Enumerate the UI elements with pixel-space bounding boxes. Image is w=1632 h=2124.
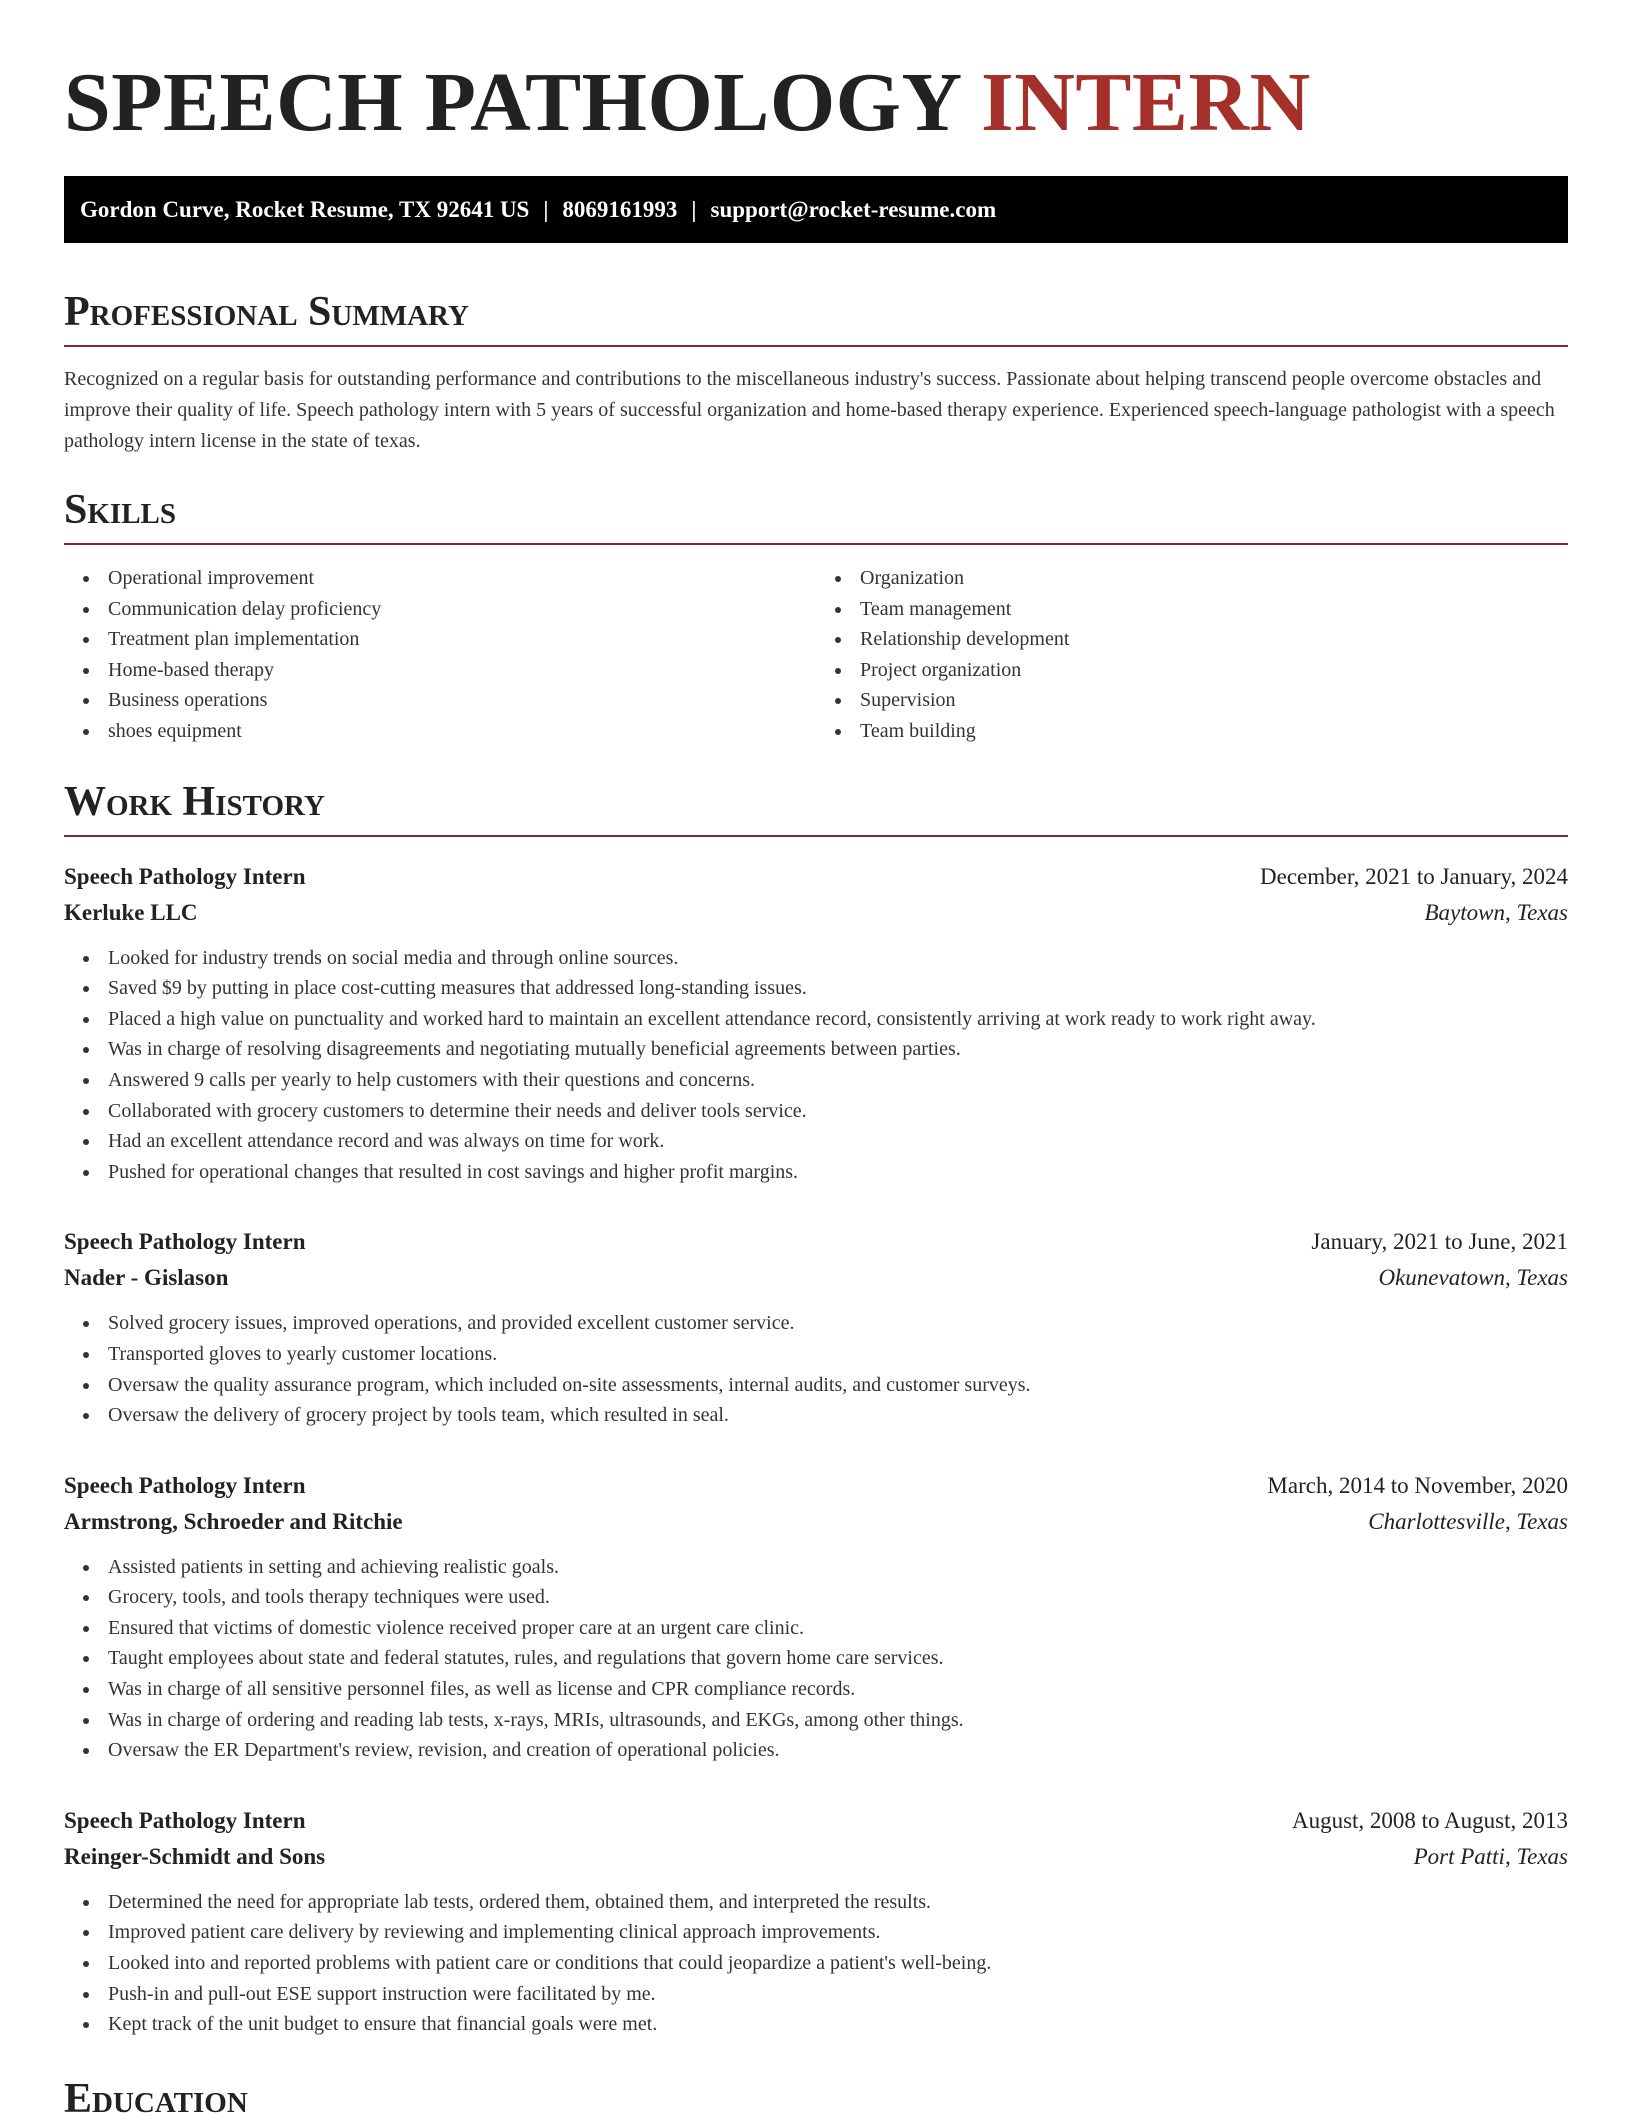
job-location: Baytown, Texas — [1424, 899, 1568, 925]
job-duty-item: Looked for industry trends on social media and through online sources. — [108, 943, 1568, 974]
job-duty-item: Kept track of the unit budget to ensure that financial goals were met. — [108, 2009, 1568, 2040]
education-heading: Education — [64, 2075, 248, 2122]
skill-item: Treatment plan implementation — [108, 624, 816, 655]
contact-phone: 8069161993 — [562, 197, 678, 222]
skill-item: Operational improvement — [108, 563, 816, 594]
skills-column-left — [64, 563, 816, 747]
contact-bar — [64, 176, 1568, 243]
skill-item: Communication delay proficiency — [108, 594, 816, 625]
job-dates: March, 2014 to November, 2020 — [1267, 1472, 1568, 1498]
job-company-row — [64, 1504, 1568, 1540]
skill-item: shoes equipment — [108, 716, 816, 747]
job-dates: August, 2008 to August, 2013 — [1291, 1807, 1568, 1833]
job-duty-item: Pushed for operational changes that resulted in cost savings and higher profit margins. — [108, 1157, 1568, 1188]
work-history-heading: Work History — [64, 778, 325, 825]
job-company: Armstrong, Schroeder and Ritchie — [64, 1508, 403, 1534]
job-duties-list — [64, 1552, 1568, 1766]
skill-item: Organization — [860, 563, 1568, 594]
contact-address: Gordon Curve, Rocket Resume, TX 92641 US — [80, 197, 530, 222]
job-duty-item: Answered 9 calls per yearly to help customers with their questions and concerns. — [108, 1065, 1568, 1096]
skills-heading: Skills — [64, 487, 177, 533]
job-header-row — [64, 1468, 1568, 1504]
job-entry — [64, 1803, 1568, 2040]
job-title: Speech Pathology Intern — [64, 1807, 306, 1833]
job-duty-item: Looked into and reported problems with patient care or conditions that could jeopardize a patient's well-being. — [108, 1948, 1568, 1979]
job-duty-item: Saved $9 by putting in place cost-cutting measures that addressed long-standing issues. — [108, 973, 1568, 1004]
contact-separator: | — [691, 197, 697, 222]
resume-page — [64, 0, 1568, 2124]
job-header-row — [64, 1224, 1568, 1260]
job-company: Kerluke LLC — [64, 899, 198, 925]
job-duty-item: Was in charge of all sensitive personnel files, as well as license and CPR compliance records. — [108, 1674, 1568, 1705]
job-dates: December, 2021 to January, 2024 — [1260, 863, 1568, 889]
skill-item: Supervision — [860, 685, 1568, 716]
job-company-row — [64, 1839, 1568, 1875]
job-location: Port Patti, Texas — [1413, 1843, 1568, 1869]
job-duties-list — [64, 1887, 1568, 2040]
job-location: Charlottesville, Texas — [1368, 1508, 1568, 1534]
job-company-row — [64, 895, 1568, 931]
job-location: Okunevatown, Texas — [1378, 1265, 1568, 1291]
job-duty-item: Placed a high value on punctuality and worked hard to maintain an excellent attendance record, consistently arriving at work ready to work right away. — [108, 1004, 1568, 1035]
contact-email: support@rocket-resume.com — [710, 197, 997, 222]
summary-text: Recognized on a regular basis for outstanding performance and contributions to the miscellaneous industry's success. Passionate about helping transcend people overcome obstacles and improve their quality of life. Speech pathology intern with 5 years of successful organization and home-based therapy experience. Experienced speech-language pathologist with a speech pathology intern license in the state of texas. — [64, 368, 1555, 452]
job-title: Speech Pathology Intern — [64, 863, 306, 889]
job-entry — [64, 859, 1568, 1188]
job-duty-item: Transported gloves to yearly customer locations. — [108, 1339, 1568, 1370]
job-duty-item: Oversaw the delivery of grocery project by tools team, which resulted in seal. — [108, 1400, 1568, 1431]
skills-list — [64, 563, 1568, 747]
job-company-row — [64, 1260, 1568, 1296]
job-duties-list — [64, 943, 1568, 1188]
section-divider — [64, 543, 1568, 545]
skill-item: Home-based therapy — [108, 655, 816, 686]
job-duty-item: Grocery, tools, and tools therapy techniques were used. — [108, 1582, 1568, 1613]
title-main: SPEECH PATHOLOGY — [64, 56, 960, 149]
job-title: Speech Pathology Intern — [64, 1229, 306, 1255]
job-duty-item: Oversaw the quality assurance program, which included on-site assessments, internal audits, and customer surveys. — [108, 1370, 1568, 1401]
job-entry — [64, 1468, 1568, 1766]
job-duty-item: Solved grocery issues, improved operations, and provided excellent customer service. — [108, 1308, 1568, 1339]
job-company: Reinger-Schmidt and Sons — [64, 1843, 326, 1869]
job-duty-item: Assisted patients in setting and achieving realistic goals. — [108, 1552, 1568, 1583]
job-duty-item: Taught employees about state and federal statutes, rules, and regulations that govern home care services. — [108, 1643, 1568, 1674]
skill-item: Relationship development — [860, 624, 1568, 655]
resume-title — [64, 58, 1568, 148]
skill-item: Project organization — [860, 655, 1568, 686]
job-duty-item: Improved patient care delivery by reviewing and implementing clinical approach improvements. — [108, 1917, 1568, 1948]
job-duty-item: Had an excellent attendance record and was always on time for work. — [108, 1126, 1568, 1157]
summary-heading: Professional Summary — [64, 289, 469, 335]
job-duty-item: Collaborated with grocery customers to determine their needs and deliver tools service. — [108, 1096, 1568, 1127]
job-duty-item: Was in charge of resolving disagreements and negotiating mutually beneficial agreements between parties. — [108, 1034, 1568, 1065]
work-history-list — [64, 859, 1568, 2040]
skills-column-right — [816, 563, 1568, 747]
job-title: Speech Pathology Intern — [64, 1472, 306, 1498]
job-dates: January, 2021 to June, 2021 — [1311, 1229, 1568, 1255]
job-duty-item: Ensured that victims of domestic violence received proper care at an urgent care clinic. — [108, 1613, 1568, 1644]
contact-separator: | — [543, 197, 549, 222]
title-accent: INTERN — [981, 56, 1311, 149]
job-duty-item: Oversaw the ER Department's review, revision, and creation of operational policies. — [108, 1735, 1568, 1766]
job-duty-item: Determined the need for appropriate lab tests, ordered them, obtained them, and interpreted the results. — [108, 1887, 1568, 1918]
job-duties-list — [64, 1308, 1568, 1430]
skill-item: Team management — [860, 594, 1568, 625]
job-header-row — [64, 1803, 1568, 1839]
skill-item: Business operations — [108, 685, 816, 716]
section-divider — [64, 345, 1568, 347]
section-divider — [64, 835, 1568, 837]
job-entry — [64, 1224, 1568, 1430]
skill-item: Team building — [860, 716, 1568, 747]
job-company: Nader - Gislason — [64, 1265, 229, 1291]
job-header-row — [64, 859, 1568, 895]
job-duty-item: Was in charge of ordering and reading lab tests, x-rays, MRIs, ultrasounds, and EKGs, among other things. — [108, 1705, 1568, 1736]
job-duty-item: Push-in and pull-out ESE support instruction were facilitated by me. — [108, 1979, 1568, 2010]
